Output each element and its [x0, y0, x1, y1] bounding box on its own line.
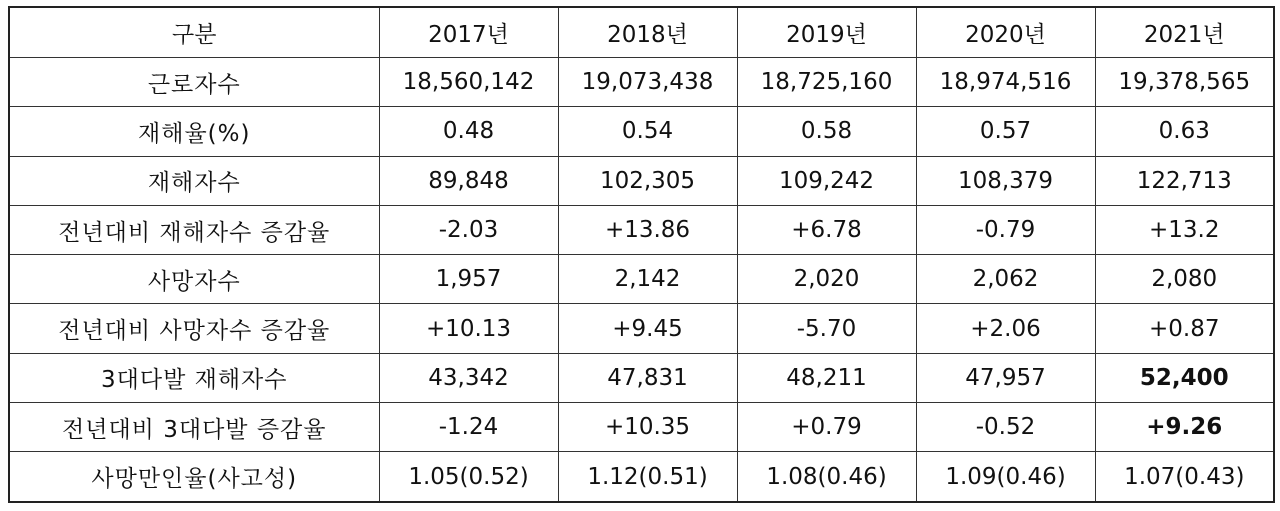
table-row: [9, 452, 1274, 502]
header-year-2017: 2017년: [379, 7, 558, 58]
table-cell: 2,142: [558, 255, 737, 304]
table-cell: 19,378,565: [1095, 58, 1274, 107]
table-cell: 1.09(0.46): [916, 452, 1095, 502]
table-cell: 0.63: [1095, 107, 1274, 156]
table-cell: -1.24: [379, 403, 558, 452]
table-cell: 47,957: [916, 353, 1095, 402]
table-cell: 0.58: [737, 107, 916, 156]
table-cell: -0.52: [916, 403, 1095, 452]
table-cell: 18,725,160: [737, 58, 916, 107]
table-cell: 47,831: [558, 353, 737, 402]
table-cell: 108,379: [916, 156, 1095, 205]
table-cell: 1.05(0.52): [379, 452, 558, 502]
table-cell: 48,211: [737, 353, 916, 402]
table-row: [9, 353, 1274, 402]
table-cell-highlighted: +9.26: [1095, 403, 1274, 452]
row-label: 재해자수: [9, 156, 379, 205]
table-cell: +0.87: [1095, 304, 1274, 353]
table-cell: 1.12(0.51): [558, 452, 737, 502]
table-cell: 0.48: [379, 107, 558, 156]
table-cell: 18,974,516: [916, 58, 1095, 107]
header-year-2020: 2020년: [916, 7, 1095, 58]
table-cell: +0.79: [737, 403, 916, 452]
table-row: [9, 304, 1274, 353]
table-cell: +6.78: [737, 205, 916, 254]
table-cell: 1.08(0.46): [737, 452, 916, 502]
row-label: 전년대비 사망자수 증감율: [9, 304, 379, 353]
table-cell: 122,713: [1095, 156, 1274, 205]
table-cell: 102,305: [558, 156, 737, 205]
table-row: [9, 58, 1274, 107]
table-cell: 0.57: [916, 107, 1095, 156]
row-label: 전년대비 재해자수 증감율: [9, 205, 379, 254]
table-row: [9, 255, 1274, 304]
row-label: 재해율(%): [9, 107, 379, 156]
table-cell-highlighted: 52,400: [1095, 353, 1274, 402]
table-cell: 2,020: [737, 255, 916, 304]
row-label: 전년대비 3대다발 증감율: [9, 403, 379, 452]
table-cell: -5.70: [737, 304, 916, 353]
header-category: 구분: [9, 7, 379, 58]
table-cell: 19,073,438: [558, 58, 737, 107]
statistics-table-container: [8, 6, 1275, 503]
row-label: 사망자수: [9, 255, 379, 304]
row-label: 사망만인율(사고성): [9, 452, 379, 502]
table-row: [9, 205, 1274, 254]
row-label: 근로자수: [9, 58, 379, 107]
table-cell: +10.35: [558, 403, 737, 452]
table-row: [9, 107, 1274, 156]
table-cell: 1.07(0.43): [1095, 452, 1274, 502]
table-cell: +13.2: [1095, 205, 1274, 254]
table-cell: +13.86: [558, 205, 737, 254]
header-year-2019: 2019년: [737, 7, 916, 58]
table-cell: -2.03: [379, 205, 558, 254]
table-cell: +9.45: [558, 304, 737, 353]
header-row: [9, 7, 1274, 58]
table-cell: 1,957: [379, 255, 558, 304]
industrial-accident-statistics-table: [8, 6, 1275, 503]
table-cell: -0.79: [916, 205, 1095, 254]
table-cell: 109,242: [737, 156, 916, 205]
table-cell: +10.13: [379, 304, 558, 353]
table-row: [9, 403, 1274, 452]
header-year-2018: 2018년: [558, 7, 737, 58]
table-cell: 43,342: [379, 353, 558, 402]
table-cell: 2,080: [1095, 255, 1274, 304]
header-year-2021: 2021년: [1095, 7, 1274, 58]
table-row: [9, 156, 1274, 205]
table-cell: 0.54: [558, 107, 737, 156]
table-cell: 89,848: [379, 156, 558, 205]
table-cell: 2,062: [916, 255, 1095, 304]
row-label: 3대다발 재해자수: [9, 353, 379, 402]
table-cell: +2.06: [916, 304, 1095, 353]
table-cell: 18,560,142: [379, 58, 558, 107]
